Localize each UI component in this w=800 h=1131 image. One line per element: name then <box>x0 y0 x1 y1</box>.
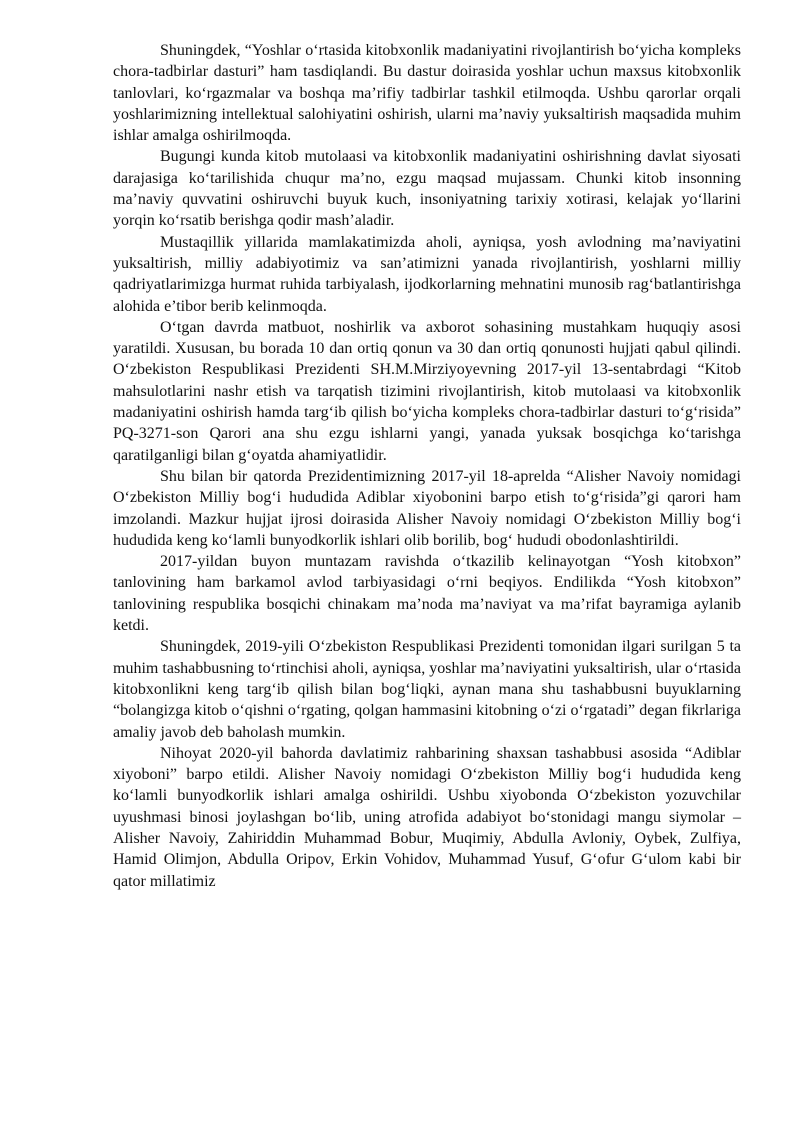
document-page <box>113 40 741 892</box>
paragraph-adiblar-xiyoboni-qarori: Shu bilan bir qatorda Prezidentimizning 2017-yil 18-aprelda “Alisher Navoiy nomidagi O‘zbekiston Milliy bog‘i hududida Adiblar xiyobonini barpo etish to‘g‘risida”gi qarori ham imzolandi. Mazkur hujjat ijrosi doirasida Alisher Navoiy nomidagi O‘zbekiston Milliy bog‘i hududida keng ko‘lamli bunyodkorlik ishlari olib borilib, bog‘ hududi obodonlashtirildi. <box>113 467 741 549</box>
paragraph-mustaqillik-yillarida: Mustaqillik yillarida mamlakatimizda aholi, ayniqsa, yosh avlodning ma’naviyatini yuksaltirish, milliy adabiyotimiz va san’atimizni yanada rivojlantirish, yoshlarni milliy qadriyatlarimizga hurmat ruhida tarbiyalash, ijodkorlarning mehnatini munosib rag‘batlantirishga alohida e’tibor berib kelinmoqda. <box>113 233 741 315</box>
paragraph-huquqiy-asos: O‘tgan davrda matbuot, noshirlik va axborot sohasining mustahkam huquqiy asosi yaratildi. Xususan, bu borada 10 dan ortiq qonun va 30 dan ortiq qonunosti hujjati qabul qilindi. O‘zbekiston Respublikasi Prezidenti SH.M.Mirziyoyevning 2017-yil 13-sentabrdagi “Kitob mahsulotlarini nashr etish va tarqatish tizimini rivojlantirish, kitob mutolaasi va kitobxonlik madaniyatini oshirish hamda targ‘ib qilish bo‘yicha kompleks chora-tadbirlar dasturi to‘g‘risida” PQ-3271-son Qarori ana shu ezgu ishlarni yangi, yanada yuksak bosqichga ko‘tarishga qaratilganligi bilan g‘oyatda ahamiyatlidir. <box>113 318 741 464</box>
paragraph-kitob-mutolaasi: Bugungi kunda kitob mutolaasi va kitobxonlik madaniyatini oshirishning davlat siyosati darajasiga ko‘tarilishida chuqur ma’no, ezgu maqsad mujassam. Chunki kitob insonning ma’naviy quvvatini oshiruvchi buyuk kuch, insoniyatning tarixiy xotirasi, kelajak yo‘llarini yorqin ko‘rsatib berishga qodir mash’aladir. <box>113 148 741 230</box>
paragraph-yoshlar-dasturi: Shuningdek, “Yoshlar o‘rtasida kitobxonlik madaniyatini rivojlantirish bo‘yicha kompleks chora-tadbirlar dasturi” ham tasdiqlandi. Bu dastur doirasida yoshlar uchun maxsus kitobxonlik tanlovlari, ko‘rgazmalar va boshqa ma’rifiy tadbirlar tashkil etilmoqda. Ushbu qarorlar orqali yoshlarimizning intellektual salohiyatini oshirish, ularni ma’naviy yuksaltirish maqsadida muhim ishlar amalga oshirilmoqda. <box>113 42 741 145</box>
paragraph-yosh-kitobxon: 2017-yildan buyon muntazam ravishda o‘tkazilib kelinayotgan “Yosh kitobxon” tanlovining ham barkamol avlod tarbiyasidagi o‘rni beqiyos. Endilikda “Yosh kitobxon” tanlovining respublika bosqichi chinakam ma’noda ma’naviyat va ma’rifat bayramiga aylanib ketdi. <box>113 553 741 635</box>
paragraph-tashabbuslar: Shuningdek, 2019-yili O‘zbekiston Respublikasi Prezidenti tomonidan ilgari surilgan 5 ta muhim tashabbusning to‘rtinchisi aholi, ayniqsa, yoshlar ma’naviyatini yuksaltirish, ular o‘rtasida kitobxonlikni keng targ‘ib qilish bilan bog‘liqki, aynan mana shu tashabbusni buyuklarning “bolangizga kitob o‘qishni o‘rgating, qolgan hammasini kitobning o‘zi o‘rgatadi” degan fikrlariga amaliy javob deb baholash mumkin. <box>113 638 741 741</box>
paragraph-adiblar-xiyoboni: Nihoyat 2020-yil bahorda davlatimiz rahbarining shaxsan tashabbusi asosida “Adiblar xiyoboni” barpo etildi. Alisher Navoiy nomidagi O‘zbekiston Milliy bog‘i hududida keng ko‘lamli bunyodkorlik ishlari amalga oshirildi. Ushbu xiyobonda O‘zbekiston yozuvchilar uyushmasi binosi joylashgan bo‘lib, uning atrofida adabiyot bo‘stonidagi mangu siymolar – Alisher Navoiy, Zahiriddin Muhammad Bobur, Muqimiy, Abdulla Avloniy, Oybek, Zulfiya, Hamid Olimjon, Abdulla Oripov, Erkin Vohidov, Muhammad Yusuf, G‘ofur G‘ulom kabi bir qator millatimiz <box>113 744 741 890</box>
